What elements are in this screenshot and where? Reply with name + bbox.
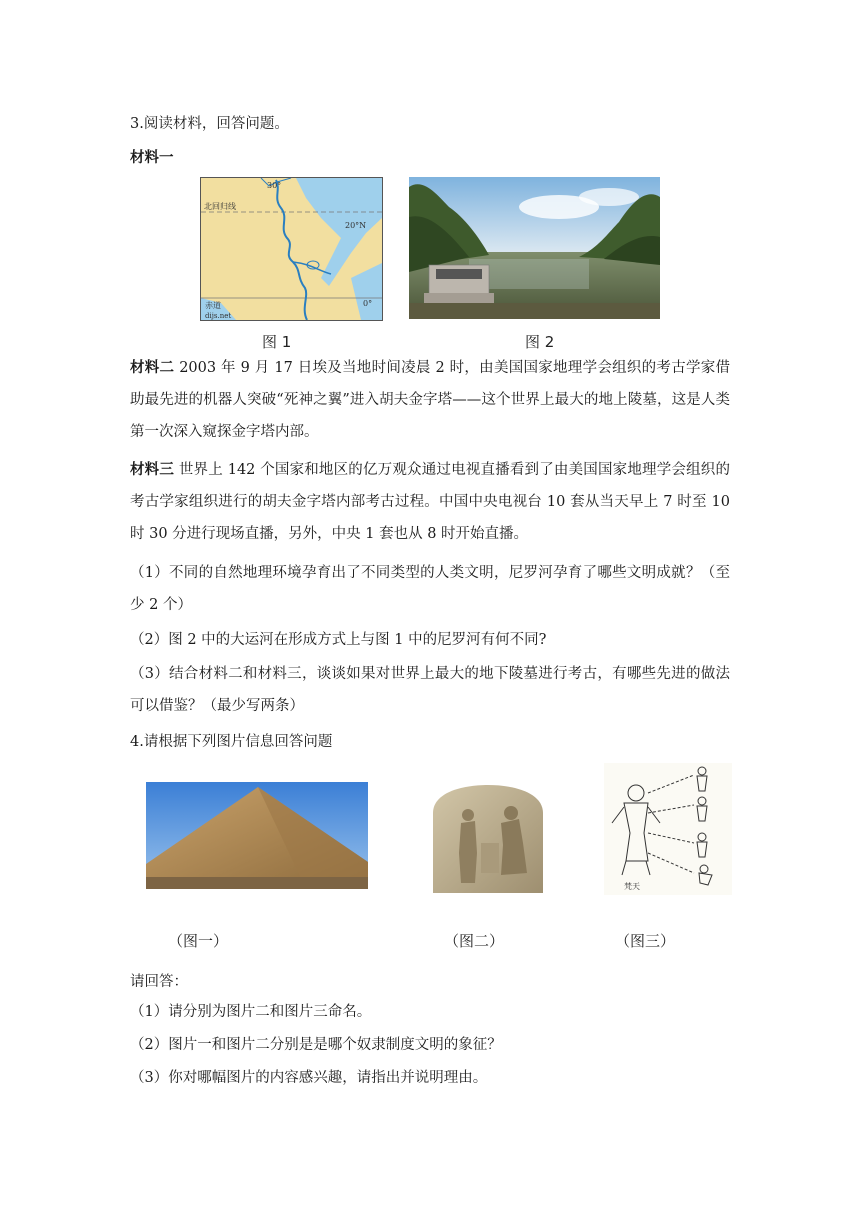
lat-20-label: 20°N [345,221,367,230]
lat-30-label: 30° [267,181,282,190]
material-2-text: 2003 年 9 月 17 日埃及当地时间凌晨 2 时，由美国国家地理学会组织的考古学家借助最先进的机器人突破“死神之翼”进入胡夫金字塔——这个世界上最大的地上陵墓，这是人类第一次深入窥探金字塔内部。 [130,360,730,440]
material-3-label: 材料三 [130,461,175,478]
pyramid-photo [146,782,368,889]
figure-2-caption: 图 2 [525,333,555,351]
question-4-title: 4.请根据下列图片信息回答问题 [130,734,333,750]
brahma-drawing [604,763,732,895]
image-1-caption: （图一） [168,932,229,950]
question-3-sub-3: （3）结合材料二和材料三，谈谈如果对世界上最大的地下陵墓进行考古，有哪些先进的做法可以借鉴？（最少写两条） [130,666,730,714]
material-3-text: 世界上 142 个国家和地区的亿万观众通过电视直播看到了由美国国家地理学会组织的考古学家组织进行的胡夫金字塔内部考古过程。中国中央电视台 10 套从当天早上 7 时至 10 时 30 分进行现场直播，另外，中央 1 套也从 8 时开始直播。 [130,462,730,542]
nile-map [201,178,382,320]
question-4-sub-1: （1）请分别为图片二和图片三命名。 [130,1004,372,1020]
lat-0-label: 0° [363,299,373,308]
question-3-sub-2: （2）图 2 中的大运河在形成方式上与图 1 中的尼罗河有何不同? [130,632,547,648]
material-1-label: 材料一 [130,149,174,166]
brahma-image [604,763,732,895]
question-4-sub-2: （2）图片一和图片二分别是是哪个奴隶制度文明的象征？ [130,1037,502,1053]
canal-photo-figure [409,177,660,319]
material-2-paragraph [130,352,730,448]
tropic-label: 北回归线 [204,202,236,211]
image-2-caption: （图二） [444,932,505,950]
brahma-label: 梵天 [624,882,640,891]
equator-label: 赤道 [205,301,221,310]
material-3-paragraph [130,454,730,550]
pyramid-image [146,782,368,889]
stele-photo [431,783,545,893]
figure-1-caption: 图 1 [262,333,292,351]
question-4-sub-3: （3）你对哪幅图片的内容感兴趣，请指出并说明理由。 [130,1070,488,1086]
question-3-title: 3.阅读材料，回答问题。 [130,116,289,132]
question-3-sub-1: （1）不同的自然地理环境孕育出了不同类型的人类文明，尼罗河孕育了哪些文明成就？（至少 2 个） [130,565,730,613]
watermark-label: dijs.net [205,312,232,320]
nile-map-figure [200,177,383,321]
image-3-caption: （图三） [615,932,676,950]
material-2-label: 材料二 [130,359,175,376]
answer-prompt: 请回答： [130,974,188,990]
canal-photo [409,177,660,319]
stele-image [431,783,545,893]
